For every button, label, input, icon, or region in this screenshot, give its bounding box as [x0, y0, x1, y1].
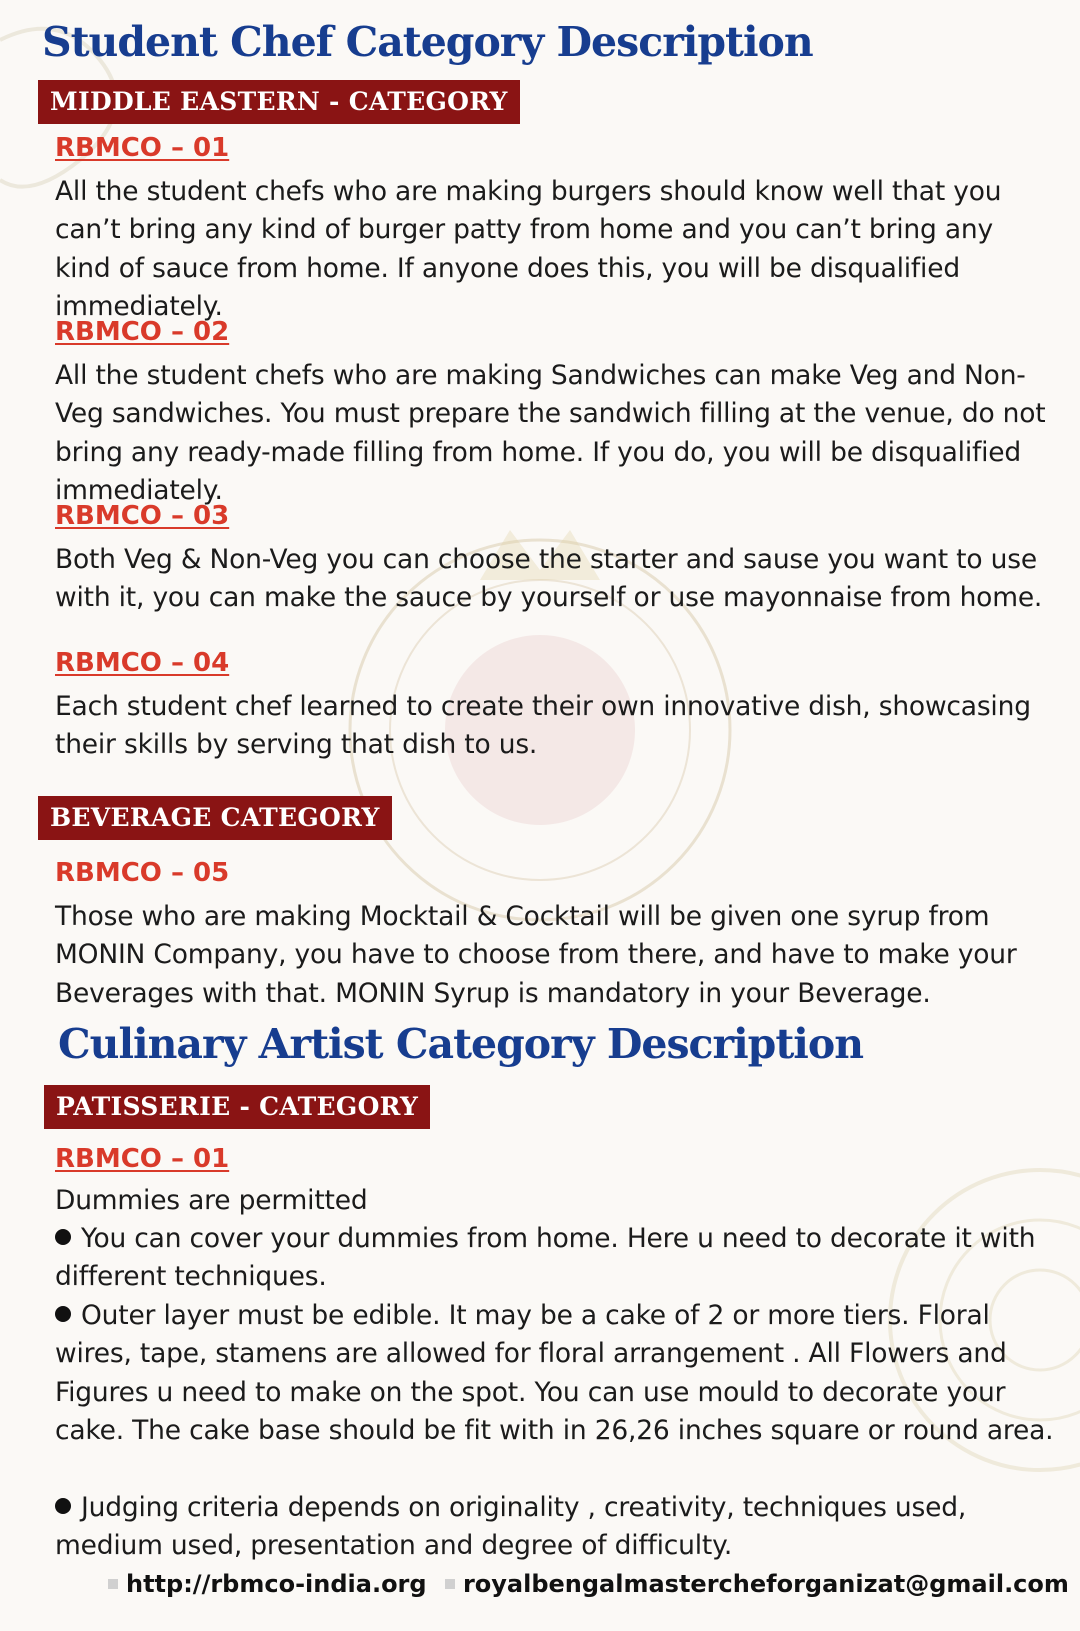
rule-text: All the student chefs who are making burgers should know well that you can’t bring any kind of burger patty from home and you can’t bring any kind of sauce from home. If anyone does this, you will be disqualified immediately.	[55, 176, 1002, 322]
email-link[interactable]: royalbengalmastercheforganizat@gmail.com	[462, 1570, 1069, 1598]
rule-code: RBMCO – 01	[55, 1144, 230, 1174]
rule-text: All the student chefs who are making Sandwiches can make Veg and Non-Veg sandwiches. You must prepare the sandwich filling at the venue, do not bring any ready-made filling from home. If you do, you will be disqualified immediately.	[55, 360, 1046, 506]
rule-code: RBMCO – 01	[55, 133, 230, 163]
bullet-item: Outer layer must be edible. It may be a cake of 2 or more tiers. Floral wires, tape, stamens are allowed for floral arrangement . All Flowers and Figures u need to make on the spot. You can use mould to decorate your cake. The cake base should be fit with in 26,26 inches square or round area.	[55, 1300, 1054, 1446]
bullet-icon	[55, 1229, 71, 1245]
rule-text: Both Veg & Non-Veg you can choose the starter and sause you want to use with it, you can make the sauce by yourself or use mayonnaise from home.	[55, 544, 1043, 614]
rule-intro: Dummies are permitted	[55, 1185, 368, 1216]
bullet-item: You can cover your dummies from home. Here u need to decorate it with different techniques.	[55, 1223, 1036, 1293]
rule-code: RBMCO – 02	[55, 317, 230, 347]
bullet-item: Judging criteria depends on originality , creativity, techniques used, medium used, presentation and degree of difficulty.	[55, 1492, 967, 1562]
footer-contact	[108, 1570, 1069, 1598]
website-link[interactable]: http://rbmco-india.org	[126, 1570, 427, 1598]
culinary-artist-title: Culinary Artist Category Description	[58, 1020, 864, 1068]
square-bullet-icon	[108, 1579, 118, 1589]
rule-text: Each student chef learned to create their own innovative dish, showcasing their skills by serving that dish to us.	[55, 691, 1031, 761]
patisserie-category-banner: PATISSERIE - CATEGORY	[44, 1085, 430, 1129]
rule-text: Those who are making Mocktail & Cocktail will be given one syrup from MONIN Company, you have to choose from there, and have to make your Beverages with that. MONIN Syrup is mandatory in your Beverage.	[55, 901, 1017, 1009]
square-bullet-icon	[445, 1579, 455, 1589]
student-chef-title: Student Chef Category Description	[42, 18, 813, 66]
rule-code: RBMCO – 04	[55, 648, 230, 678]
rule-code: RBMCO – 05	[55, 858, 230, 888]
bullet-icon	[55, 1498, 71, 1514]
bullet-icon	[55, 1306, 71, 1322]
rule-code: RBMCO – 03	[55, 501, 230, 531]
beverage-category-banner: BEVERAGE CATEGORY	[38, 796, 392, 840]
middle-eastern-category-banner: MIDDLE EASTERN - CATEGORY	[38, 80, 520, 124]
